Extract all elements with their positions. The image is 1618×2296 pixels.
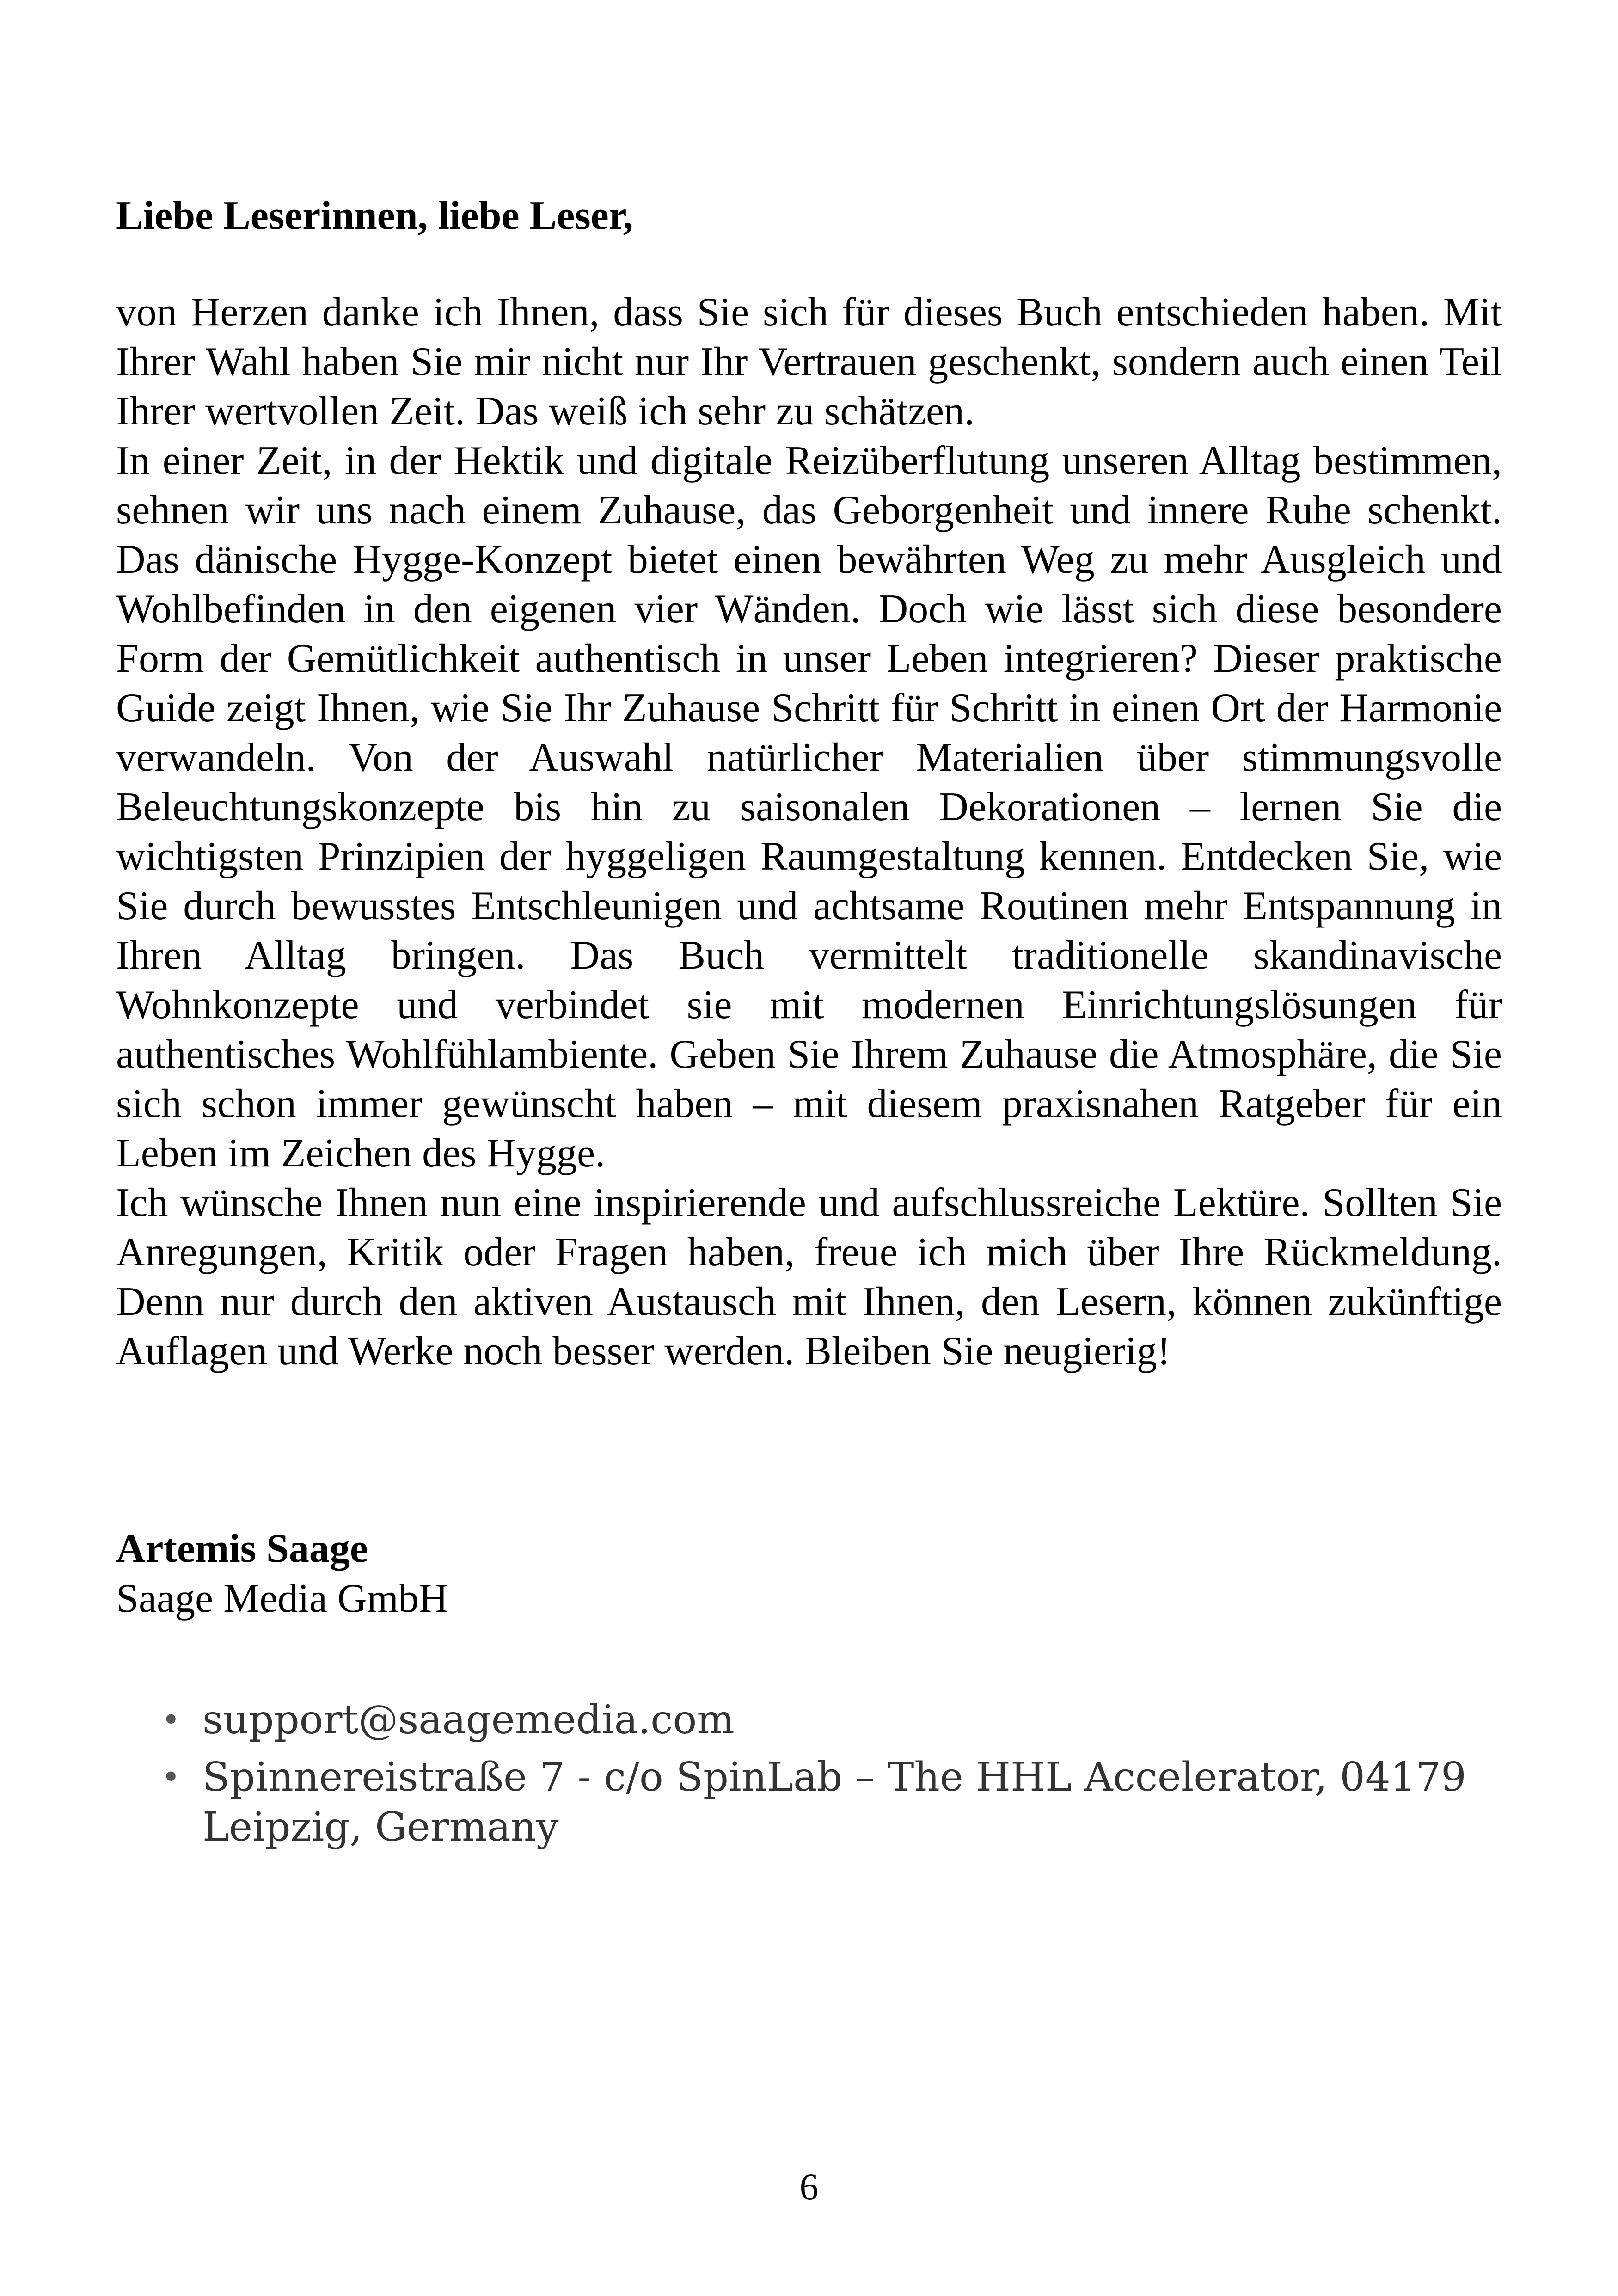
paragraph-book-description: In einer Zeit, in der Hektik und digitale Reizüberflutung unseren Alltag bestimmen, sehnen wir uns nach einem Zuhause, das Geborgenheit und innere Ruhe schenkt. Das dänische Hygge-Konzept bietet einen bewährten Weg zu mehr Ausgleich und Wohlbefinden in den eigenen vier Wänden. Doch wie lässt sich diese besondere Form der Gemütlichkeit authentisch in unser Leben integrieren? Dieser praktische Guide zeigt Ihnen, wie Sie Ihr Zuhause Schritt für Schritt in einen Ort der Harmonie verwandeln. Von der Auswahl natürlicher Materialien über stimmungsvolle Beleuchtungskonzepte bis hin zu saisonalen Dekorationen – lernen Sie die wichtigsten Prinzipien der hyggeligen Raumgestaltung kennen. Entdecken Sie, wie Sie durch bewusstes Entschleunigen und achtsame Routinen mehr Entspannung in Ihren Alltag bringen. Das Buch vermittelt traditionelle skandinavische Wohnkonzepte und verbindet sie mit modernen Einrichtungslösungen für authentisches Wohlfühlambiente. Geben Sie Ihrem Zuhause die Atmosphäre, die Sie sich schon immer gewünscht haben – mit diesem praxisnahen Ratgeber für ein Leben im Zeichen des Hygge. — [116, 438, 1502, 1176]
salutation: Liebe Leserinnen, liebe Leser, — [116, 193, 633, 238]
company-name: Saage Media GmbH — [116, 1576, 448, 1621]
letter-body — [116, 288, 1502, 1376]
signature-block — [116, 1524, 1502, 1624]
paragraph-closing-wish: Ich wünsche Ihnen nun eine inspirierende und aufschlussreiche Lektüre. Sollten Sie Anregungen, Kritik oder Fragen haben, freue ich mich über Ihre Rückmeldung. Denn nur durch den aktiven Austausch mit Ihnen, den Lesern, können zukünftige Auflagen und Werke noch besser werden. Bleiben Sie neugierig! — [116, 1180, 1502, 1374]
contact-list — [116, 1695, 1503, 1852]
author-name: Artemis Saage — [116, 1526, 368, 1571]
postal-address: Spinnereistraße 7 - c/o SpinLab – The HHL Accelerator, 04179 Leipzig, Germany — [202, 1754, 1466, 1850]
bullet-icon: • — [161, 1758, 181, 1796]
email-address: support@saagemedia.com — [202, 1697, 735, 1743]
bullet-icon: • — [161, 1701, 181, 1739]
page-number: 6 — [799, 2166, 819, 2208]
contact-item-email — [116, 1695, 1503, 1745]
contact-item-address — [116, 1752, 1503, 1852]
paragraph-thanks: von Herzen danke ich Ihnen, dass Sie sich für dieses Buch entschieden haben. Mit Ihrer Wahl haben Sie mir nicht nur Ihr Vertrauen geschenkt, sondern auch einen Teil Ihrer wertvollen Zeit. Das weiß ich sehr zu schätzen. — [116, 290, 1502, 434]
